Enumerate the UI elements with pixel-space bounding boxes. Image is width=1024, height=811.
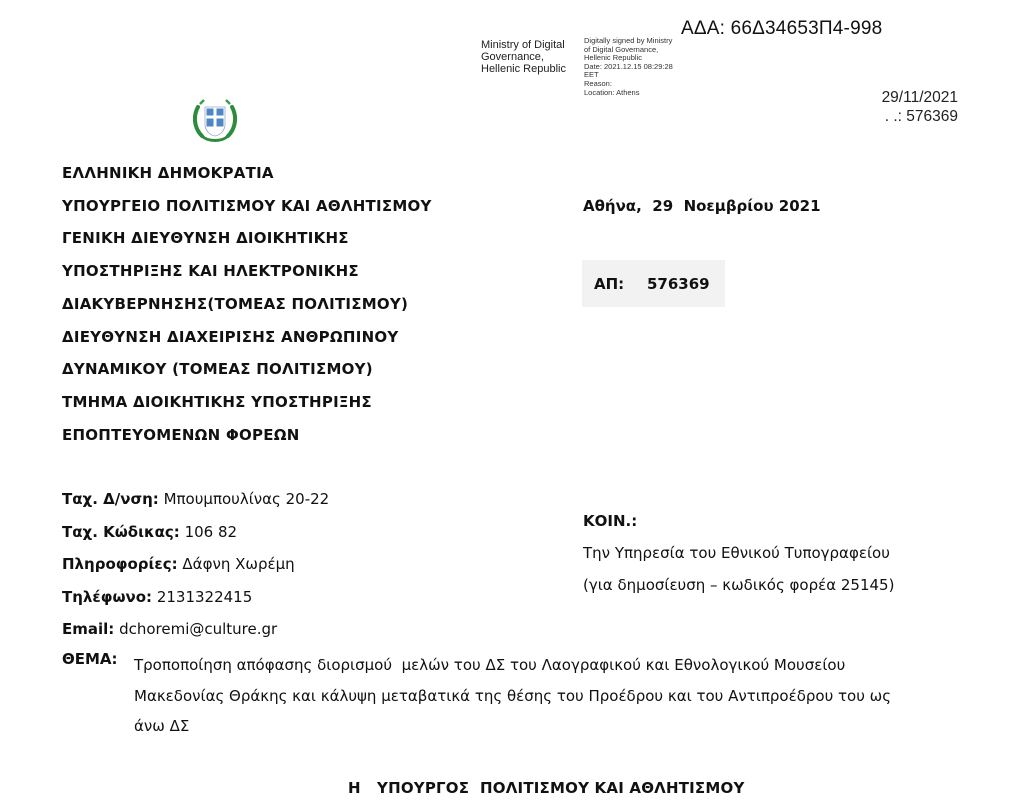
signature-detail-line: Hellenic Republic <box>584 53 642 63</box>
ada-code <box>681 18 882 40</box>
greek-coat-of-arms-icon <box>190 96 240 146</box>
signature-detail-line: of Digital Governance, <box>584 44 659 54</box>
signature-detail-line: Digitally signed by Ministry <box>584 36 673 45</box>
contact-value: Μπουμπουλίνας 20-22 <box>163 490 330 508</box>
organization-line: ΕΠΟΠΤΕΥΟΜΕΝΩΝ ΦΟΡΕΩΝ <box>62 425 300 444</box>
organization-header <box>62 157 432 451</box>
subject-line: Τροποποίηση απόφασης διορισμού μελών του ΔΣ του Λαογραφικού και Εθνολογικού Μουσείου <box>134 656 846 674</box>
organization-line: ΔΙΑΚΥΒΕΡΝΗΣΗΣ(ΤΟΜΕΑΣ ΠΟΛΙΤΙΣΜΟΥ) <box>62 294 409 313</box>
organization-line: ΤΜΗΜΑ ΔΙΟΙΚΗΤΙΚΗΣ ΥΠΟΣΤΗΡΙΞΗΣ <box>62 392 372 411</box>
signature-detail-line: Location: Athens <box>584 87 640 97</box>
koin-line: (για δημοσίευση – κωδικός φορέα 25145) <box>583 576 895 594</box>
contact-address <box>62 483 329 516</box>
protocol-label: ΑΠ: <box>594 275 625 293</box>
signatory-title: Η ΥΠΟΥΡΓΟΣ ΠΟΛΙΤΙΣΜΟΥ ΚΑΙ ΑΘΛΗΤΙΣΜΟΥ <box>348 779 745 797</box>
contact-label: Πληροφορίες: <box>62 555 178 573</box>
subject-text <box>134 650 934 742</box>
contact-label: Ταχ. Δ/νση: <box>62 490 159 508</box>
top-date: 29/11/2021 <box>881 89 958 106</box>
ada-label: ΑΔΑ: <box>681 18 726 39</box>
contact-phone <box>62 581 329 614</box>
ada-value: 66Δ34653Π4-998 <box>730 18 883 39</box>
signature-detail-line: Date: 2021.12.15 08:29:28 <box>584 61 673 71</box>
organization-line: ΓΕΝΙΚΗ ΔΙΕΥΘΥΝΣΗ ΔΙΟΙΚΗΤΙΚΗΣ <box>62 229 349 248</box>
digital-signature-details <box>584 37 673 97</box>
signer-line: Hellenic Republic <box>481 63 566 75</box>
top-protocol: . .: 576369 <box>884 108 958 125</box>
signature-detail-line: EET <box>584 70 599 80</box>
organization-line: ΔΥΝΑΜΙΚΟΥ (ΤΟΜΕΑΣ ΠΟΛΙΤΙΣΜΟΥ) <box>62 360 373 379</box>
signer-line: Governance, <box>481 51 544 63</box>
koin-label: ΚΟΙΝ.: <box>583 512 638 530</box>
contact-email-link[interactable]: dchoremi@culture.gr <box>119 620 278 638</box>
koin-line: Την Υπηρεσία του Εθνικού Τυπογραφείου <box>583 544 890 562</box>
contact-postal-code <box>62 516 329 549</box>
contact-email <box>62 613 329 646</box>
top-right-reference <box>882 88 958 126</box>
organization-line: ΕΛΛΗΝΙΚΗ ΔΗΜΟΚΡΑΤΙΑ <box>62 164 274 182</box>
place-date: Αθήνα, 29 Νοεμβρίου 2021 <box>583 197 821 215</box>
organization-line: ΔΙΕΥΘΥΝΣΗ ΔΙΑΧΕΙΡΙΣΗΣ ΑΝΘΡΩΠΙΝΟΥ <box>62 327 399 346</box>
contact-label: Τηλέφωνο: <box>62 587 153 606</box>
contact-value: Δάφνη Χωρέμη <box>182 555 295 573</box>
protocol-number: 576369 <box>647 275 710 293</box>
contact-information-person <box>62 548 329 581</box>
subject-line: άνω ΔΣ <box>134 717 190 735</box>
digital-signer-name <box>481 39 566 75</box>
protocol-number-box <box>582 260 725 307</box>
signature-detail-line: Reason: <box>584 78 612 88</box>
subject-label: ΘΕΜΑ: <box>62 650 118 668</box>
organization-line: ΥΠΟΣΤΗΡΙΞΗΣ ΚΑΙ ΗΛΕΚΤΡΟΝΙΚΗΣ <box>62 262 359 281</box>
contact-value: 2131322415 <box>156 587 253 606</box>
contact-value: 106 82 <box>184 522 238 541</box>
contact-label: Ταχ. Κώδικας: <box>62 522 180 541</box>
subject-line: Μακεδονίας Θράκης και κάλυψη μεταβατικά της θέσης του Προέδρου και του Αντιπροέδρου του ως <box>134 686 892 705</box>
contact-label: Email: <box>62 620 115 638</box>
organization-line: ΥΠΟΥΡΓΕΙΟ ΠΟΛΙΤΙΣΜΟΥ ΚΑΙ ΑΘΛΗΤΙΣΜΟΥ <box>62 196 432 215</box>
signer-line: Ministry of Digital <box>481 39 565 51</box>
koinopoiisi-recipients <box>583 505 894 601</box>
contact-info <box>62 483 329 646</box>
